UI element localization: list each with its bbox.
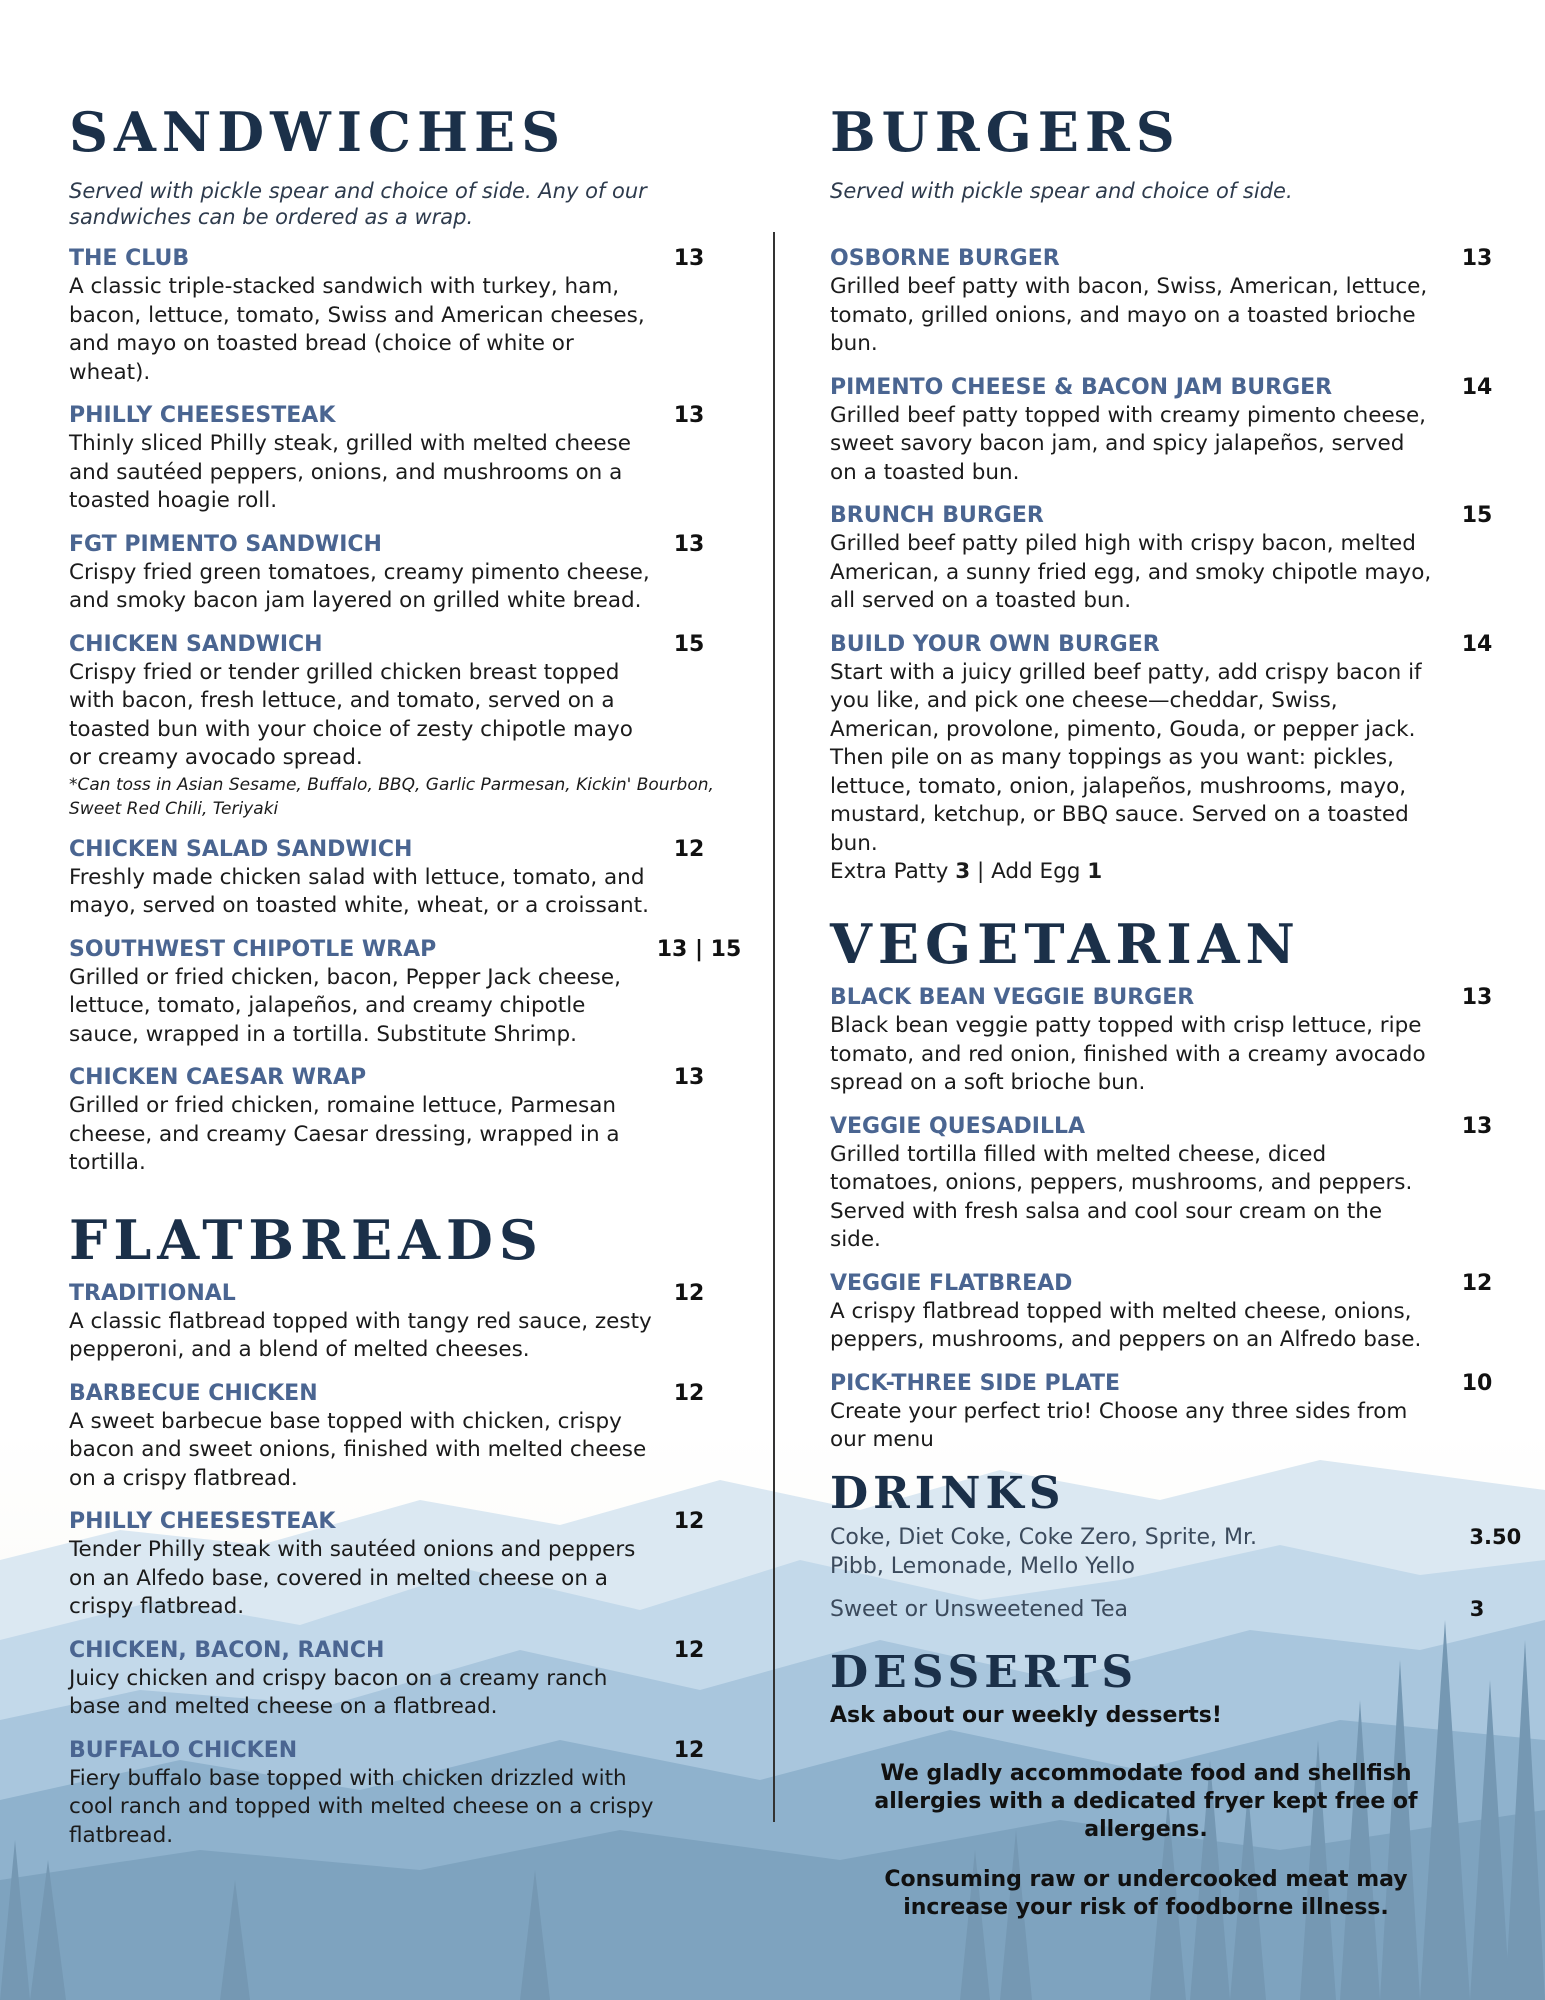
item-description: Thinly sliced Philly steak, grilled with melted cheese and sautéed peppers, onions, and mushrooms on a toasted hoagie roll.: [69, 431, 631, 513]
item-description: Grilled beef patty topped with creamy pimento cheese, sweet savory bacon jam, and spicy jalapeños, served on a toasted bun.: [830, 402, 1427, 485]
drink-list: Coke, Diet Coke, Coke Zero, Sprite, Mr. Pibb, Lemonade, Mello Yello: [830, 1524, 1257, 1579]
burger-extras: [830, 858, 1492, 886]
item-description: Crispy fried green tomatoes, creamy pimento cheese, and smoky bacon jam layered on grilled white bread.: [69, 559, 650, 613]
item-description: Tender Philly steak with sautéed onions and peppers on an Alfedo base, covered in melted cheese on a crispy flatbread.: [69, 1537, 636, 1619]
extras-separator: |: [970, 859, 992, 884]
left-column: [69, 96, 742, 1850]
raw-meat-warning: Consuming raw or undercooked meat may increase your risk of foodborne illness.: [884, 1866, 1408, 1920]
item-name: BUFFALO CHICKEN: [69, 1737, 298, 1763]
menu-item: [830, 502, 1492, 616]
extra-patty-label: Extra Patty: [830, 859, 956, 884]
burgers-list: [830, 245, 1492, 886]
menu-item: [830, 374, 1492, 488]
menu-item: [69, 402, 739, 516]
item-description: Grilled or fried chicken, romaine lettuce, Parmesan cheese, and creamy Caesar dressing, wrapped in a tortilla.: [69, 1093, 620, 1175]
item-price: 13: [673, 403, 705, 428]
item-price: 14: [1461, 374, 1493, 400]
item-name: CHICKEN CAESAR WRAP: [69, 1065, 367, 1090]
burgers-title: BURGERS: [830, 100, 1181, 164]
item-note: *Can toss in Asian Sesame, Buffalo, BBQ, Garlic Parmesan, Kickin' Bourbon, Sweet Red Chili, Teriyaki: [69, 774, 714, 819]
drink-row: [830, 1595, 1492, 1624]
menu-item: [830, 245, 1492, 359]
menu-item: [69, 1064, 739, 1178]
add-egg-price: 1: [1087, 859, 1103, 884]
flatbreads-list: [69, 1280, 739, 1851]
flatbreads-section: [69, 1204, 739, 1851]
item-name: CHICKEN SALAD SANDWICH: [69, 836, 413, 862]
item-description: Freshly made chicken salad with lettuce, tomato, and mayo, served on toasted white, wheat, or a croissant.: [69, 864, 649, 918]
item-description: Black bean veggie patty topped with crisp lettuce, ripe tomato, and red onion, finished with a creamy avocado spread on a soft brioche bun.: [830, 1013, 1426, 1095]
item-name: PICK-THREE SIDE PLATE: [830, 1370, 1121, 1396]
item-name: PHILLY CHEESESTEAK: [69, 1509, 336, 1534]
sandwiches-subtitle: Served with pickle spear and choice of side. Any of our sandwiches can be ordered as a wrap.: [69, 179, 647, 229]
menu-item: [69, 631, 739, 821]
item-price: 15: [673, 631, 705, 657]
item-price: 13: [673, 246, 705, 271]
vegetarian-title: VEGETARIAN: [830, 912, 1301, 976]
item-description: Crispy fried or tender grilled chicken breast topped with bacon, fresh lettuce, and tomato, served on a toasted bun with your choice of zesty chipotle mayo or creamy avocado spread.: [69, 659, 633, 770]
extra-patty-price: 3: [955, 859, 971, 884]
drink-price: 3.50: [1469, 1524, 1522, 1549]
item-name: CHICKEN SANDWICH: [69, 631, 323, 657]
drink-price: 3: [1469, 1596, 1485, 1621]
drink-list: Sweet or Unsweetened Tea: [830, 1596, 1129, 1622]
item-name: FGT PIMENTO SANDWICH: [69, 531, 382, 557]
item-name: PHILLY CHEESESTEAK: [69, 403, 336, 428]
item-description: A sweet barbecue base topped with chicken, crispy bacon and sweet onions, finished with melted cheese on a crispy flatbread.: [69, 1408, 647, 1491]
item-price: 13: [1461, 1113, 1493, 1139]
item-name: BLACK BEAN VEGGIE BURGER: [830, 985, 1195, 1010]
item-name: BUILD YOUR OWN BURGER: [830, 631, 1160, 657]
item-price: 12: [673, 1737, 705, 1763]
item-name: BRUNCH BURGER: [830, 503, 1044, 528]
menu-item: [69, 1737, 739, 1851]
drink-row: [830, 1523, 1522, 1581]
menu-item: [830, 1113, 1492, 1255]
menu-item: [69, 245, 739, 387]
drinks-title: DRINKS: [830, 1467, 1066, 1519]
item-name: BARBECUE CHICKEN: [69, 1380, 318, 1406]
item-name: THE CLUB: [69, 246, 190, 271]
item-price: 12: [673, 1509, 705, 1534]
item-description: A crispy flatbread topped with melted cheese, onions, peppers, mushrooms, and peppers on an Alfredo base.: [830, 1298, 1422, 1352]
item-description: A classic triple-stacked sandwich with turkey, ham, bacon, lettuce, tomato, Swiss and American cheeses, and mayo on toasted bread (choice of white or wheat).: [69, 274, 645, 385]
menu-item: [69, 1637, 739, 1722]
desserts-title: DESSERTS: [830, 1646, 1139, 1698]
item-price: 10: [1461, 1370, 1493, 1396]
vegetarian-section: [830, 908, 1492, 1455]
menu-item: [69, 1508, 739, 1622]
menu-item: [69, 531, 739, 616]
menu-item: [830, 631, 1492, 887]
item-name: PIMENTO CHEESE & BACON JAM BURGER: [830, 374, 1333, 400]
vegetarian-list: [830, 984, 1492, 1455]
menu-item: [69, 836, 739, 921]
item-description: Fiery buffalo base topped with chicken drizzled with cool ranch and topped with melted cheese on a crispy flatbread.: [69, 1765, 654, 1848]
menu-item: [830, 984, 1492, 1098]
item-price: 13: [673, 1065, 705, 1090]
sandwiches-title: SANDWICHES: [69, 100, 567, 164]
column-divider: [773, 232, 775, 1822]
item-price: 15: [1461, 503, 1493, 528]
item-description: A classic flatbread topped with tangy red sauce, zesty pepperoni, and a blend of melted cheeses.: [69, 1308, 652, 1362]
sandwiches-section: [69, 96, 742, 1178]
allergy-notice: We gladly accommodate food and shellfish allergies with a dedicated fryer kept free of allergens.: [874, 1760, 1418, 1842]
item-price: 13: [673, 531, 705, 557]
right-column: [830, 96, 1522, 1922]
item-price: 13 | 15: [656, 936, 742, 962]
item-description: Create your perfect trio! Choose any three sides from our menu: [830, 1398, 1408, 1452]
desserts-line: Ask about our weekly desserts!: [830, 1702, 1222, 1728]
item-name: VEGGIE QUESADILLA: [830, 1113, 1086, 1139]
item-price: 13: [1461, 246, 1493, 271]
item-price: 12: [673, 1637, 705, 1663]
add-egg-label: Add Egg: [991, 859, 1088, 884]
item-name: OSBORNE BURGER: [830, 246, 1060, 271]
item-name: TRADITIONAL: [69, 1280, 236, 1306]
menu-item: [69, 1380, 739, 1494]
item-description: Grilled beef patty piled high with crispy bacon, melted American, a sunny fried egg, and smoky chipotle mayo, all served on a toasted bun.: [830, 531, 1432, 613]
desserts-section: [830, 1644, 1492, 1730]
menu-item: [69, 1280, 739, 1365]
item-description: Grilled beef patty with bacon, Swiss, American, lettuce, tomato, grilled onions, and mayo on a toasted brioche bun.: [830, 274, 1428, 356]
sandwiches-list: [69, 245, 742, 1178]
item-description: Grilled or fried chicken, bacon, Pepper Jack cheese, lettuce, tomato, jalapeños, and creamy chipotle sauce, wrapped in a tortilla. Substitute Shrimp.: [69, 964, 621, 1047]
item-price: 12: [673, 1280, 705, 1306]
item-price: 12: [673, 836, 705, 862]
item-name: SOUTHWEST CHIPOTLE WRAP: [69, 936, 437, 962]
drinks-section: [830, 1465, 1522, 1624]
item-price: 13: [1461, 985, 1493, 1010]
menu-item: [830, 1270, 1492, 1355]
burgers-subtitle: Served with pickle spear and choice of side.: [830, 179, 1293, 203]
item-price: 12: [673, 1380, 705, 1406]
item-name: CHICKEN, BACON, RANCH: [69, 1637, 385, 1663]
item-price: 14: [1461, 631, 1493, 657]
item-description: Start with a juicy grilled beef patty, add crispy bacon if you like, and pick one cheese—cheddar, Swiss, American, provolone, pimento, Gouda, or pepper jack. Then pile on as many toppings as you want: pickles, lettuce, tomato, onion, jalapeños, mushrooms, mayo, mustard, ketchup, or BBQ sauce. Served on a toasted bun.: [830, 659, 1422, 856]
item-description: Juicy chicken and crispy bacon on a creamy ranch base and melted cheese on a flatbread.: [69, 1665, 608, 1719]
menu-item: [69, 936, 742, 1050]
menu-item: [830, 1370, 1492, 1455]
item-description: Grilled tortilla filled with melted cheese, diced tomatoes, onions, peppers, mushrooms, and peppers. Served with fresh salsa and cool sour cream on the side.: [830, 1141, 1413, 1252]
item-name: VEGGIE FLATBREAD: [830, 1270, 1073, 1296]
burgers-section: [830, 96, 1492, 886]
item-price: 12: [1461, 1270, 1493, 1296]
flatbreads-title: FLATBREADS: [69, 1207, 544, 1272]
